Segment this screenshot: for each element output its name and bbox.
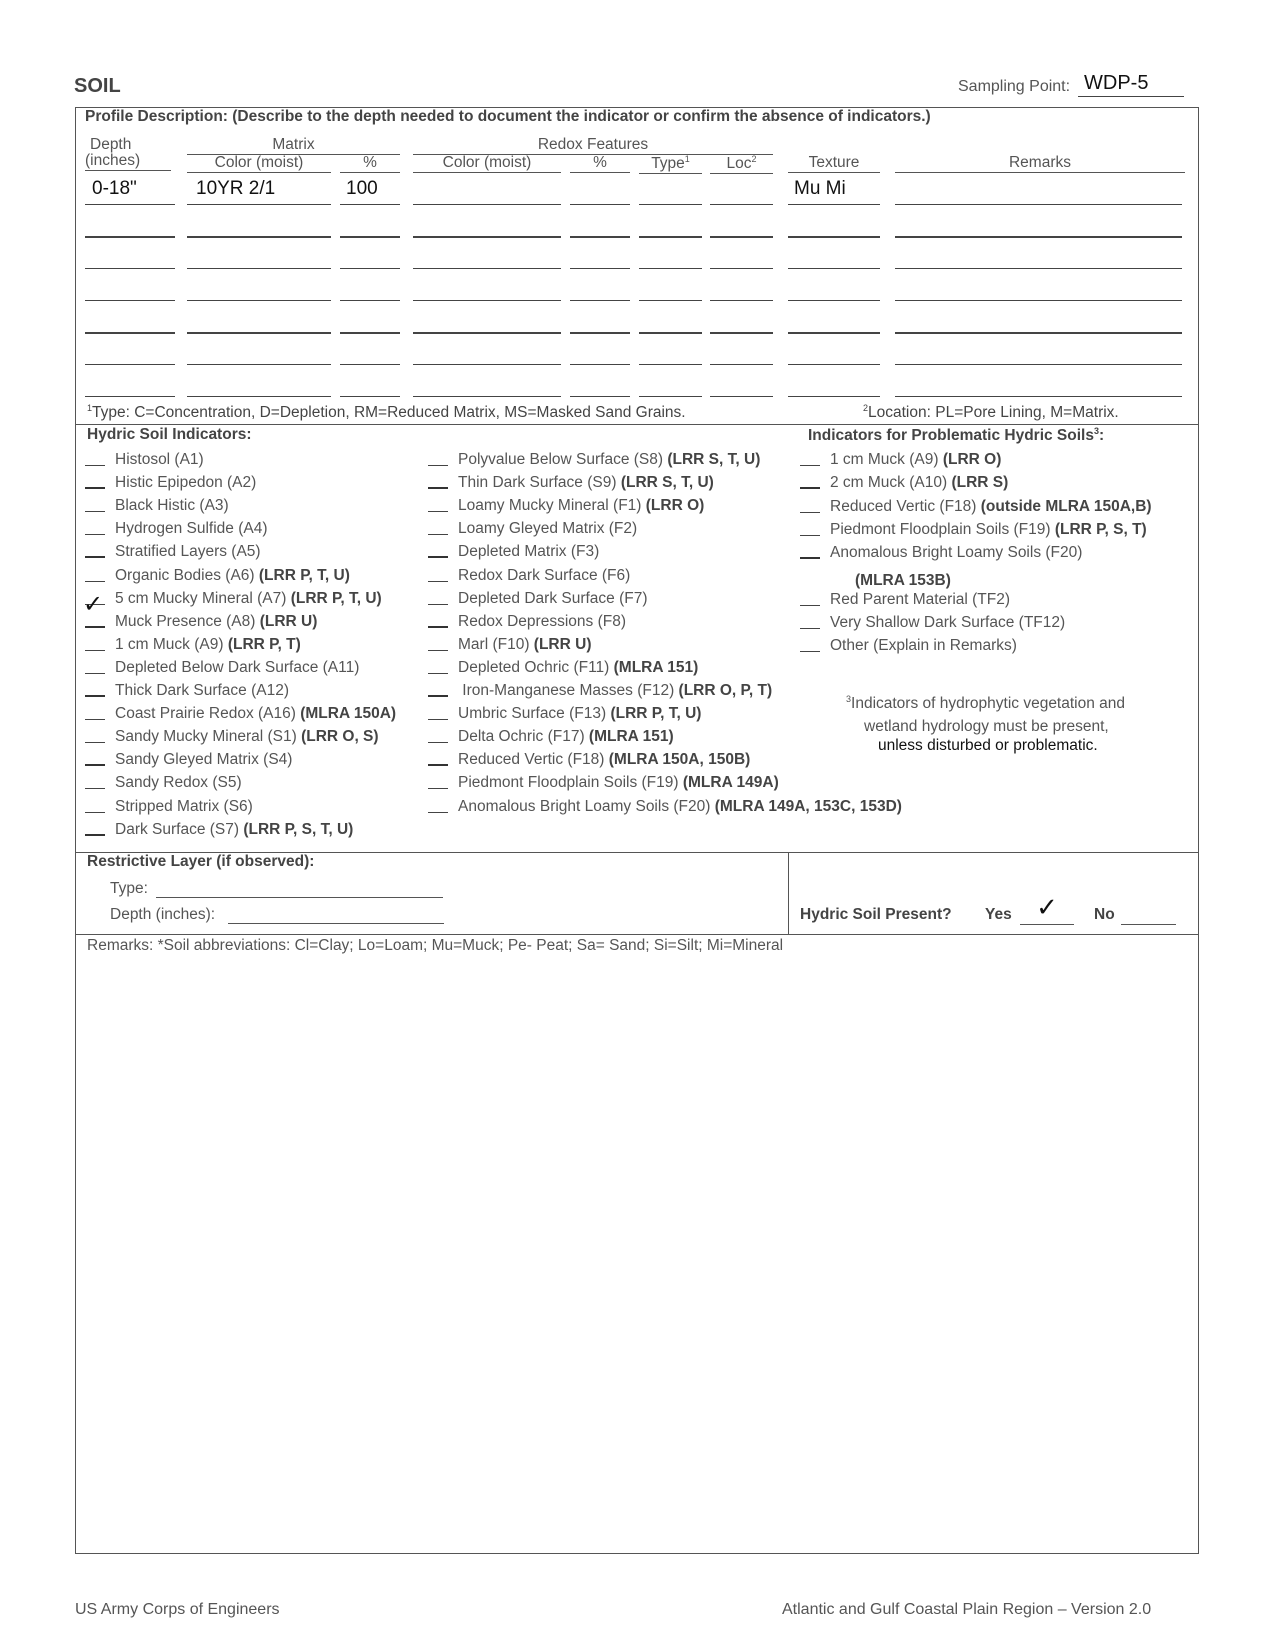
indicator-region: (LRR P, T, U) [610,705,702,723]
profile-line-r5-c4[interactable] [413,332,561,334]
indicator-checkbox[interactable] [428,667,448,674]
col-matrix-color-label: Color (moist) [187,154,331,173]
profile-line-r2-c1[interactable] [85,236,175,238]
col-depth-label: Depth [90,136,132,153]
hydric-yes-field[interactable]: ✓ [1020,892,1074,925]
indicator-col3-item-7[interactable] [800,614,1065,632]
profile-line-r6-c5[interactable] [570,364,630,365]
indicator-label: Thin Dark Surface (S9) [458,474,621,492]
indicator-checkbox[interactable] [428,758,448,766]
profile-line-r7-c9[interactable] [895,396,1182,397]
profile-line-r3-c8[interactable] [788,268,880,269]
row1-matrix-color[interactable]: 10YR 2/1 [196,178,276,199]
indicator-col1-item-11[interactable] [85,682,289,700]
profile-line-r1-c7[interactable] [710,204,773,205]
profile-line-r3-c9[interactable] [895,268,1182,269]
profile-line-r4-c2[interactable] [187,300,331,301]
indicator-col1-item-10[interactable] [85,659,359,677]
indicator-checkbox[interactable] [85,667,105,674]
col-texture-label: Texture [788,154,880,173]
indicator-col2-item-11[interactable] [428,682,772,700]
indicator-checkbox[interactable] [800,551,820,559]
profile-line-r1-c6[interactable] [639,204,702,205]
indicator-col2-item-13[interactable] [428,728,674,746]
indicator-label: Depleted Dark Surface (F7) [458,589,648,607]
indicator-col3-item-3[interactable] [800,498,1152,516]
indicator-label: Thick Dark Surface (A12) [115,682,289,699]
indicator-region: (MLRA 149A, 153C, 153D) [714,797,902,815]
indicator-label: Histosol (A1) [115,451,204,468]
indicator-checkbox[interactable] [428,575,448,582]
row1-texture[interactable]: Mu Mi [794,178,846,199]
indicator-checkbox[interactable] [428,713,448,720]
indicator-label: Muck Presence (A8) [115,612,260,630]
footnote3-line2: wetland hydrology must be present, [864,718,1109,735]
profile-line-r6-c6[interactable] [639,364,702,365]
indicator-checkbox[interactable] [428,598,448,605]
indicator-label: Polyvalue Below Surface (S8) [458,451,668,468]
profile-line-r7-c8[interactable] [788,396,880,397]
row1-depth[interactable]: 0-18" [92,178,137,199]
profile-line-r2-c5[interactable] [570,236,630,238]
indicator-label: Black Histic (A3) [115,497,229,515]
profile-line-r2-c8[interactable] [788,236,880,238]
hydric-present-label: Hydric Soil Present? [800,906,952,923]
profile-line-r5-c1[interactable] [85,332,175,334]
profile-line-r3-c7[interactable] [710,268,773,269]
col-redox-pct-label: % [570,154,630,173]
indicator-region: (LRR P, S, T, U) [243,820,354,838]
indicator-label: Anomalous Bright Loamy Soils (F20) [830,544,1083,562]
indicator-label: Anomalous Bright Loamy Soils (F20) [458,797,715,815]
indicator-region: (LRR O, S) [301,728,379,746]
indicator-checkbox[interactable] [85,644,105,651]
indicator-col2-item-7[interactable] [428,590,648,608]
indicator-col1-item-9[interactable] [85,636,301,654]
indicator-region: (outside MLRA 150A,B) [980,497,1152,515]
type-footnote: $^1$Type: C=Concentration, D=Depletion, RM=Reduced Matrix, MS=Masked Sand Grains. [87,403,686,422]
indicator-region: (LRR O, P, T) [678,682,773,699]
indicator-label: Depleted Matrix (F3) [458,543,600,561]
profile-line-r1-c3[interactable] [340,204,400,205]
indicator-region: (LRR P, T) [227,635,301,653]
profile-line-r6-c8[interactable] [788,364,880,365]
indicator-label: Stratified Layers (A5) [115,543,261,561]
profile-line-r6-c2[interactable] [187,364,331,365]
profile-line-r3-c4[interactable] [413,268,561,269]
indicator-label: Depleted Ochric (F11) [458,658,614,676]
indicator-checkbox[interactable] [428,459,448,466]
indicator-col1-item-8[interactable] [85,613,317,631]
profile-line-r5-c3[interactable] [340,332,400,334]
profile-line-r2-c7[interactable] [710,236,773,238]
indicator-label: Organic Bodies (A6) [115,566,259,584]
row1-matrix-pct[interactable]: 100 [346,178,378,199]
indicator-checkbox[interactable] [85,620,105,628]
profile-line-r2-c6[interactable] [639,236,702,238]
profile-line-r1-c2[interactable] [187,204,331,205]
indicator-checkbox[interactable] [85,806,105,813]
indicator-col1-item-16[interactable] [85,798,253,816]
indicator-col1-item-17[interactable] [85,821,353,839]
indicator-col1-item-15[interactable] [85,774,242,792]
indicator-checkbox[interactable] [428,689,448,697]
indicator-checkbox[interactable] [85,736,105,743]
indicator-col1-item-12[interactable] [85,705,396,723]
indicator-label: Sandy Redox (S5) [115,774,242,792]
profile-line-r4-c3[interactable] [340,300,400,301]
profile-line-r2-c3[interactable] [340,236,400,238]
profile-line-r5-c7[interactable] [710,332,773,334]
profile-line-r5-c6[interactable] [639,332,702,334]
indicator-checkbox[interactable] [85,550,105,558]
f20-mlra-note: (MLRA 153B) [855,572,951,589]
indicator-label: 5 cm Mucky Mineral (A7) [115,589,291,607]
indicator-region: (LRR P, T, U) [290,589,382,607]
indicator-checkbox[interactable] [428,505,448,512]
indicator-label: 1 cm Muck (A9) [830,451,943,468]
indicator-label: Loamy Gleyed Matrix (F2) [458,520,638,538]
indicator-col2-item-10[interactable] [428,659,698,677]
hydric-indicators-heading: Hydric Soil Indicators: [87,426,252,443]
indicator-col3-item-1[interactable] [800,451,1001,469]
indicator-col3-item-5[interactable] [800,544,1082,562]
restrictive-depth-field[interactable] [228,906,444,924]
footnote3-line1: $^3$Indicators of hydrophytic vegetation and [846,694,1126,713]
hydric-no-field[interactable] [1121,906,1176,925]
profile-line-r1-c1[interactable] [85,204,175,205]
indicator-label: Sandy Mucky Mineral (S1) [115,728,302,746]
restrictive-type-label: Type: [110,880,148,897]
profile-line-r1-c5[interactable] [570,204,630,205]
indicator-label: Redox Depressions (F8) [458,612,626,630]
location-footnote: $^2$Location: PL=Pore Lining, M=Matrix. [863,403,1119,422]
indicator-checkbox[interactable] [428,550,448,558]
indicator-label: Red Parent Material (TF2) [830,590,1011,608]
indicator-col1-item-13[interactable] [85,728,379,746]
profile-line-r2-c2[interactable] [187,236,331,238]
indicator-col2-item-15[interactable] [428,774,779,792]
indicator-region: (MLRA 150A, 150B) [608,751,751,769]
indicator-region: (LRR S) [951,474,1009,492]
indicator-checkbox[interactable] [428,620,448,628]
col-type-label: Type$^1$ [639,154,702,174]
profile-line-r2-c4[interactable] [413,236,561,238]
indicator-col1-item-2[interactable] [85,474,256,492]
indicator-col2-item-16[interactable] [428,798,902,816]
indicator-label: Delta Ochric (F17) [458,728,589,746]
indicator-region: (LRR S, T, U) [620,474,714,492]
col-matrix-label: Matrix [187,136,400,155]
indicator-label: Piedmont Floodplain Soils (F19) [458,774,683,792]
profile-line-r5-c9[interactable] [895,332,1182,334]
profile-line-r3-c1[interactable] [85,268,175,269]
profile-line-r1-c8[interactable] [788,204,880,205]
indicator-checkbox[interactable] [85,575,105,582]
sampling-point-field[interactable]: WDP-5 [1078,72,1184,97]
indicator-label: Histic Epipedon (A2) [115,474,257,492]
indicator-region: (MLRA 149A) [682,774,779,792]
indicator-label: Depleted Below Dark Surface (A11) [115,658,360,676]
profile-line-r7-c5[interactable] [570,396,630,397]
profile-line-r3-c2[interactable] [187,268,331,269]
indicator-label: Umbric Surface (F13) [458,705,611,723]
problematic-indicators-heading: Indicators for Problematic Hydric Soils$^3$: [808,426,1105,445]
profile-line-r7-c3[interactable] [340,396,400,397]
indicator-checkbox[interactable] [85,528,105,535]
profile-line-r4-c1[interactable] [85,300,175,301]
divider-remarks [75,934,1199,935]
profile-line-r5-c5[interactable] [570,332,630,334]
indicator-checkbox[interactable] [800,529,820,536]
sampling-point-label: Sampling Point: [958,78,1071,95]
indicator-col2-item-1[interactable] [428,451,760,469]
indicator-col3-item-8[interactable] [800,637,1017,655]
indicator-col2-item-14[interactable] [428,751,750,769]
col-matrix-pct-label: % [340,154,400,173]
restrictive-type-field[interactable] [156,880,443,898]
col-redox-color-label: Color (moist) [413,154,561,173]
profile-line-r3-c5[interactable] [570,268,630,269]
indicator-region: (LRR P, T, U) [258,566,350,584]
profile-line-r7-c2[interactable] [187,396,331,397]
indicator-checkbox[interactable] [800,599,820,606]
indicator-col3-item-4[interactable] [800,521,1147,539]
col-loc-label: Loc$^2$ [710,154,773,174]
profile-line-r6-c9[interactable] [895,364,1182,365]
indicator-label: Iron-Manganese Masses (F12) [458,682,679,699]
divider-vertical-hydric [788,852,789,934]
indicator-col2-item-6[interactable] [428,567,630,585]
indicator-col2-item-3[interactable] [428,497,704,515]
indicator-checkbox[interactable] [800,506,820,513]
indicator-label: Other (Explain in Remarks) [830,637,1017,655]
profile-line-r6-c4[interactable] [413,364,561,365]
indicator-label: Hydrogen Sulfide (A4) [115,520,268,538]
indicator-col1-item-6[interactable] [85,567,350,585]
profile-line-r5-c8[interactable] [788,332,880,334]
indicator-checkbox[interactable] [85,828,105,836]
profile-line-r6-c1[interactable] [85,364,175,365]
profile-line-r1-c9[interactable] [895,204,1182,205]
indicator-col1-item-3[interactable] [85,497,229,515]
indicator-label: Piedmont Floodplain Soils (F19) [830,520,1055,538]
indicator-label: Reduced Vertic (F18) [458,751,609,769]
profile-line-r3-c3[interactable] [340,268,400,269]
profile-description-heading: Profile Description: (Describe to the depth needed to document the indicator or confirm the absence of indicators.) [85,108,931,125]
indicator-checkbox[interactable] [85,481,105,489]
indicator-col3-item-6[interactable] [800,591,1010,609]
col-remarks-label: Remarks [895,154,1185,173]
indicator-col2-item-4[interactable] [428,520,637,538]
indicator-checkbox[interactable] [800,622,820,629]
profile-line-r4-c4[interactable] [413,300,561,301]
indicator-col1-item-1[interactable] [85,451,204,469]
indicator-col3-item-2[interactable] [800,474,1008,492]
indicator-col2-item-2[interactable] [428,474,714,492]
indicator-col2-item-5[interactable] [428,543,599,561]
remarks-text[interactable]: Remarks: *Soil abbreviations: Cl=Clay; Lo=Loam; Mu=Muck; Pe- Peat; Sa= Sand; Si=Silt; Mi=Mineral [87,937,784,954]
indicator-label: Very Shallow Dark Surface (TF12) [830,614,1066,632]
indicator-col1-item-7[interactable] [83,589,382,618]
indicator-region: (LRR P, S, T) [1054,520,1147,538]
indicator-label: Loamy Mucky Mineral (F1) [458,497,646,515]
profile-line-r7-c1[interactable] [85,396,175,397]
indicator-col2-item-9[interactable] [428,636,591,654]
form-title: SOIL [74,75,121,97]
profile-line-r2-c9[interactable] [895,236,1182,238]
restrictive-heading: Restrictive Layer (if observed): [87,853,315,870]
profile-line-r4-c8[interactable] [788,300,880,301]
profile-line-r6-c7[interactable] [710,364,773,365]
profile-line-r4-c7[interactable] [710,300,773,301]
indicator-checkbox[interactable] [85,758,105,766]
indicator-checkbox[interactable] [85,782,105,789]
indicator-label: Coast Prairie Redox (A16) [115,705,301,723]
indicator-label: Dark Surface (S7) [115,820,244,838]
indicator-label: 1 cm Muck (A9) [115,635,228,653]
indicator-label: Stripped Matrix (S6) [115,797,253,815]
col-redox-label: Redox Features [413,136,773,155]
profile-line-r7-c4[interactable] [413,396,561,397]
indicator-checkbox[interactable] [428,806,448,813]
profile-line-r4-c9[interactable] [895,300,1182,301]
profile-line-r7-c7[interactable] [710,396,773,397]
indicator-checkbox[interactable] [800,481,820,489]
indicator-region: (LRR O) [942,451,1002,468]
indicator-checkbox[interactable] [800,645,820,652]
profile-line-r1-c4[interactable] [413,204,561,205]
restrictive-depth-label: Depth (inches): [110,906,216,923]
indicator-checkbox[interactable] [428,528,448,535]
profile-line-r7-c6[interactable] [639,396,702,397]
indicator-region: (LRR U) [533,635,592,653]
indicator-label: Redox Dark Surface (F6) [458,566,631,584]
checkmark-icon: ✓ [83,590,104,618]
col-inches-label: (inches) [85,152,171,171]
profile-line-r3-c6[interactable] [639,268,702,269]
indicator-checkbox[interactable] [428,782,448,789]
indicator-label: 2 cm Muck (A10) [830,474,952,492]
indicator-label: Reduced Vertic (F18) [830,497,981,515]
indicator-col1-item-4[interactable] [85,520,268,538]
indicator-region: (LRR S, T, U) [667,451,761,468]
indicator-col2-item-12[interactable] [428,705,701,723]
profile-line-r4-c5[interactable] [570,300,630,301]
indicator-region: (MLRA 151) [613,658,699,676]
indicator-checkbox[interactable] [85,689,105,697]
indicator-checkbox[interactable] [800,459,820,466]
indicator-col1-item-5[interactable] [85,543,261,561]
indicator-checkbox[interactable] [85,505,105,512]
footnote3-line3: unless disturbed or problematic. [878,737,1098,754]
indicator-checkbox[interactable] [428,644,448,651]
profile-line-r6-c3[interactable] [340,364,400,365]
indicator-col1-item-14[interactable] [85,751,292,769]
hydric-no-label: No [1094,906,1115,923]
indicator-label: Sandy Gleyed Matrix (S4) [115,751,293,769]
hydric-yes-label: Yes [985,906,1012,923]
divider-indicators [75,424,1199,425]
indicator-col2-item-8[interactable] [428,613,626,631]
profile-line-r5-c2[interactable] [187,332,331,334]
footer-right: Atlantic and Gulf Coastal Plain Region – Version 2.0 [782,1601,1152,1618]
footer-left: US Army Corps of Engineers [75,1601,280,1618]
indicator-checkbox[interactable] [428,736,448,743]
indicator-region: (MLRA 151) [588,728,674,746]
indicator-region: (LRR U) [259,612,318,630]
indicator-checkbox[interactable] [428,481,448,489]
indicator-region: (LRR O) [645,497,705,515]
indicator-region: (MLRA 150A) [300,705,397,723]
indicator-checkbox[interactable] [85,459,105,466]
profile-line-r4-c6[interactable] [639,300,702,301]
indicator-label: Marl (F10) [458,635,534,653]
indicator-checkbox[interactable] [85,713,105,720]
indicator-checkbox[interactable] [83,590,105,618]
